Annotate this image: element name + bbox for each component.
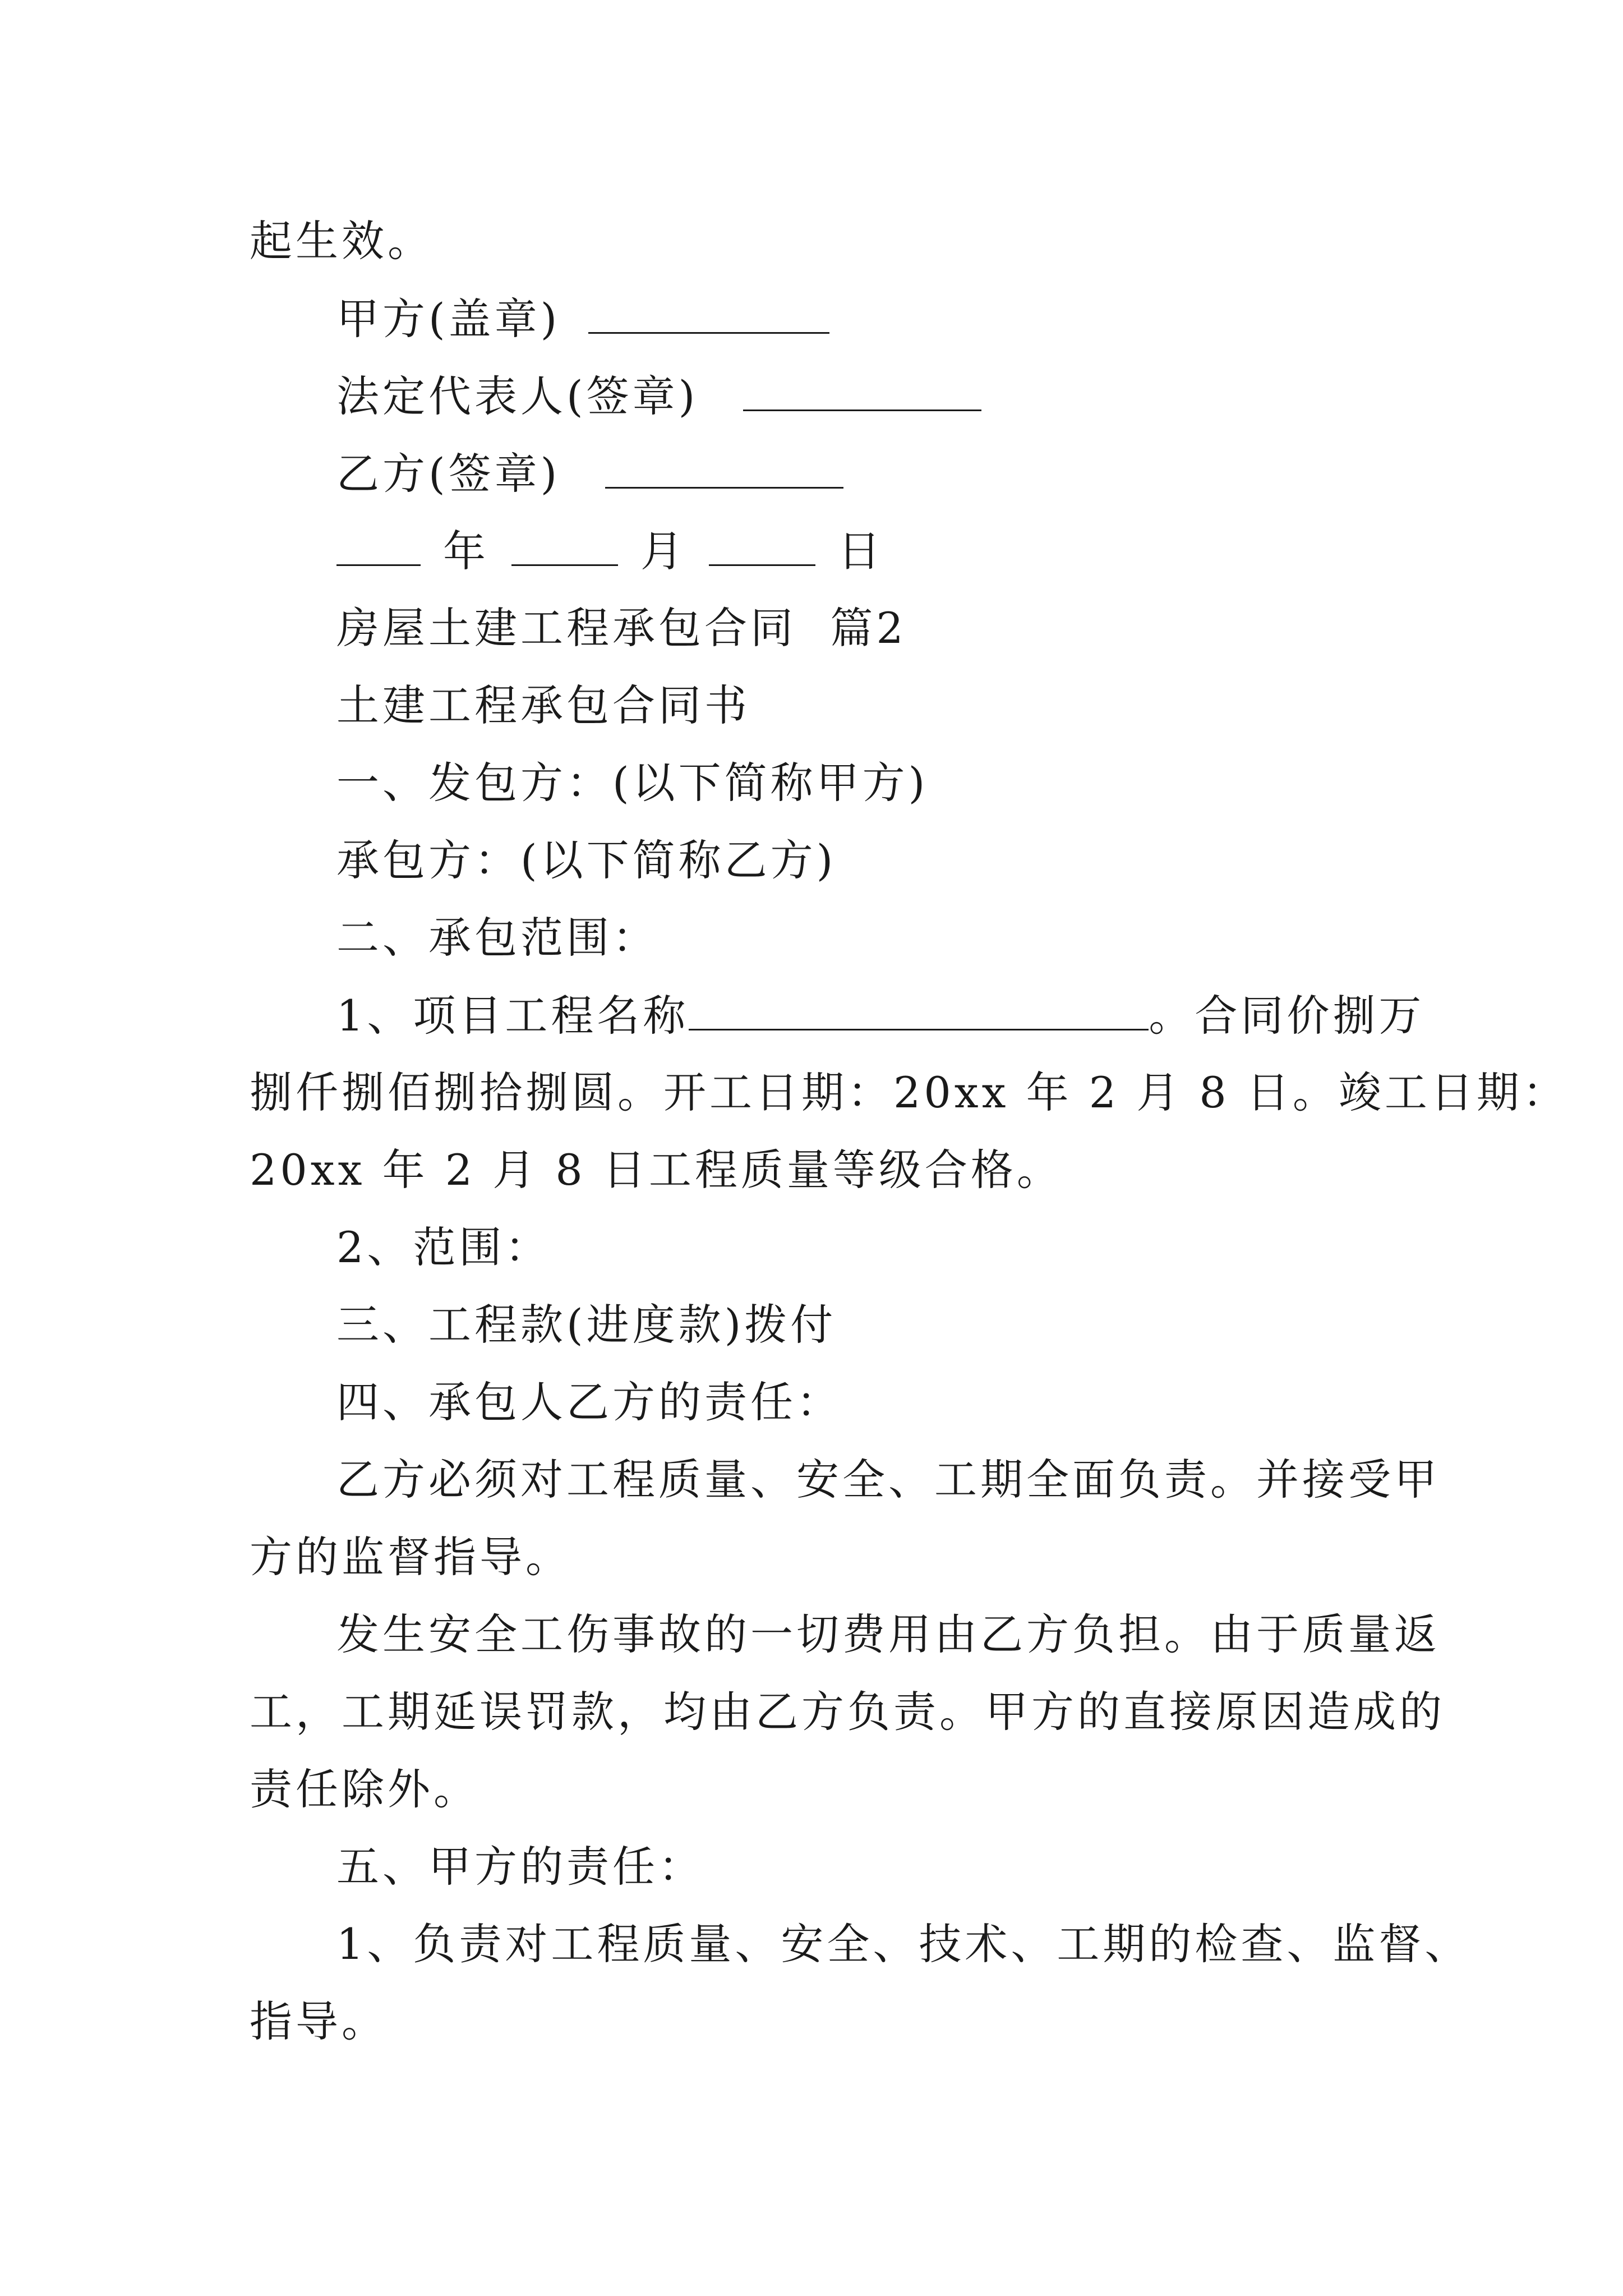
- section-heading: 四、承包人乙方的责任：: [336, 1377, 842, 1427]
- signature-line-party-b: 乙方(签章): [336, 452, 843, 495]
- text-line: 捌仟捌佰捌拾捌圆。开工日期：20xx 年 2 月 8 日。竣工日期：: [250, 1068, 1569, 1117]
- section-title: 房屋土建工程承包合同 篇2: [336, 603, 907, 653]
- signature-line-legal-rep: 法定代表人(签章): [336, 375, 981, 418]
- year-blank[interactable]: [336, 530, 421, 566]
- text-line: 20xx 年 2 月 8 日工程质量等级合格。: [250, 1145, 1063, 1195]
- text-line: 1、负责对工程质量、安全、技术、工期的检查、监督、: [336, 1919, 1471, 1969]
- text-line: 责任除外。: [250, 1764, 479, 1814]
- blank-field[interactable]: [743, 375, 981, 411]
- section-heading: 五、甲方的责任：: [336, 1842, 704, 1892]
- text-line: 发生安全工伤事故的一切费用由乙方负担。由于质量返: [336, 1609, 1440, 1659]
- text-line: 工，工期延误罚款，均由乙方负责。甲方的直接原因造成的: [250, 1687, 1445, 1737]
- project-name-blank[interactable]: [689, 994, 1149, 1030]
- text-line: 一、发包方：(以下简称甲方): [336, 758, 929, 808]
- blank-field[interactable]: [605, 452, 843, 489]
- text-line: 起生效。: [250, 216, 434, 266]
- month-blank[interactable]: [511, 530, 618, 566]
- section-heading: 三、工程款(进度款)拨付: [336, 1300, 837, 1350]
- text-line: 承包方：(以下简称乙方): [336, 835, 837, 885]
- project-name-line: 1、项目工程名称 。合同价捌万: [336, 991, 1425, 1041]
- text-line: 方的监督指导。: [250, 1532, 571, 1582]
- signature-line-party-a: 甲方(盖章): [336, 297, 829, 341]
- date-line: 年 月 日: [336, 530, 884, 573]
- day-blank[interactable]: [709, 530, 815, 566]
- blank-field[interactable]: [588, 297, 829, 334]
- text-line: 乙方必须对工程质量、安全、工期全面负责。并接受甲: [336, 1455, 1440, 1504]
- text-line: 指导。: [250, 1996, 388, 2046]
- document-subtitle: 土建工程承包合同书: [336, 680, 750, 730]
- section-heading: 二、承包范围：: [336, 913, 658, 963]
- text-line: 2、范围：: [336, 1222, 551, 1272]
